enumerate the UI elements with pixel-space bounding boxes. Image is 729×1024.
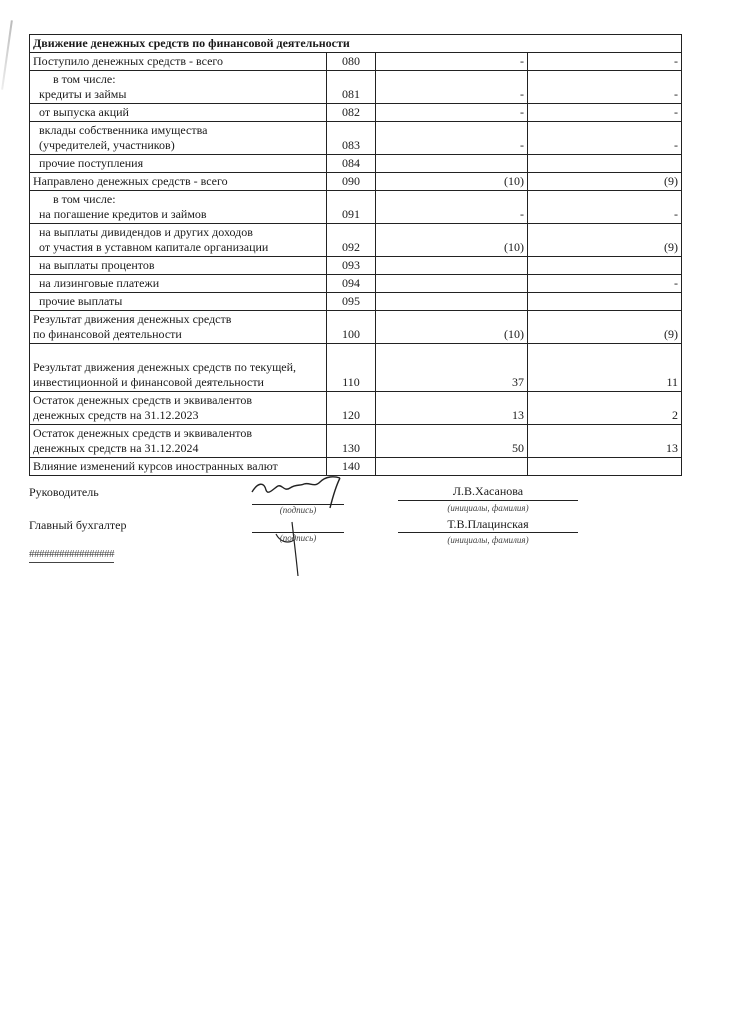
row-label-line: на лизинговые платежи	[39, 276, 160, 290]
row-code: 084	[327, 155, 376, 173]
row-label-line: денежных средств на 31.12.2023	[33, 408, 199, 422]
value-2024: -	[376, 53, 528, 71]
value-2024: (10)	[376, 224, 528, 257]
row-label-line: инвестиционной и финансовой деятельности	[33, 375, 264, 389]
value-2024: -	[376, 104, 528, 122]
value-2024: -	[376, 191, 528, 224]
row-code: 130	[327, 425, 376, 458]
row-label-line: прочие выплаты	[39, 294, 123, 308]
accountant-name: Т.В.Плацинская	[447, 517, 529, 531]
head-name-caption: (инициалы, фамилия)	[447, 503, 529, 513]
row-label-line: Результат движения денежных средств по текущей,	[33, 360, 297, 374]
value-2024: -	[376, 71, 528, 104]
row-code: 140	[327, 458, 376, 476]
footer-mark: #################	[29, 548, 114, 563]
value-2023: -	[528, 71, 682, 104]
row-label-line: Поступило денежных средств - всего	[33, 54, 224, 68]
head-signature-caption: (подпись)	[279, 505, 317, 515]
value-2023: -	[528, 53, 682, 71]
row-code: 120	[327, 392, 376, 425]
value-2023: 11	[528, 344, 682, 392]
row-label-line: на выплаты процентов	[39, 258, 155, 272]
row-code: 082	[327, 104, 376, 122]
row-label-line: от выпуска акций	[39, 105, 129, 119]
row-code: 091	[327, 191, 376, 224]
row-label-line: Результат движения денежных средств	[33, 312, 232, 326]
row-code: 100	[327, 311, 376, 344]
value-2024: 13	[376, 392, 528, 425]
value-2024: 50	[376, 425, 528, 458]
value-2023: (9)	[528, 173, 682, 191]
row-label-line: на погашение кредитов и займов	[39, 207, 207, 221]
row-code: 094	[327, 275, 376, 293]
head-name-line	[398, 500, 578, 501]
accountant-signature-caption: (подпись)	[279, 533, 317, 543]
row-code: 081	[327, 71, 376, 104]
value-2023: -	[528, 275, 682, 293]
row-code: 093	[327, 257, 376, 275]
section-title: Движение денежных средств по финансовой деятельности	[30, 35, 682, 53]
row-label-line: на выплаты дивидендов и других доходов	[39, 225, 253, 239]
value-2024: -	[376, 122, 528, 155]
value-2023: 2	[528, 392, 682, 425]
row-label-line: Остаток денежных средств и эквивалентов	[33, 426, 253, 440]
row-label-line: Направлено денежных средств - всего	[33, 174, 228, 188]
value-2023: (9)	[528, 311, 682, 344]
value-2023: 13	[528, 425, 682, 458]
row-label-line: в том числе:	[53, 72, 116, 86]
value-2024: (10)	[376, 311, 528, 344]
row-code: 110	[327, 344, 376, 392]
head-name: Л.В.Хасанова	[452, 484, 524, 498]
row-label-line: Влияние изменений курсов иностранных валют	[33, 459, 278, 473]
accountant-signature-icon	[262, 520, 322, 580]
row-label-line: Остаток денежных средств и эквивалентов	[33, 393, 253, 407]
row-label-line: кредиты и займы	[39, 87, 127, 101]
row-label-line: прочие поступления	[39, 156, 144, 170]
row-label-line: по финансовой деятельности	[33, 327, 182, 341]
row-label-line: (учредителей, участников)	[39, 138, 175, 152]
accountant-name-line	[398, 532, 578, 533]
value-2024: (10)	[376, 173, 528, 191]
accountant-name-caption: (инициалы, фамилия)	[447, 535, 529, 545]
value-2023: -	[528, 104, 682, 122]
row-code: 092	[327, 224, 376, 257]
value-2023: -	[528, 122, 682, 155]
row-code: 095	[327, 293, 376, 311]
head-label: Руководитель	[29, 485, 99, 499]
row-code: 090	[327, 173, 376, 191]
row-code: 083	[327, 122, 376, 155]
accountant-label: Главный бухгалтер	[29, 518, 127, 532]
row-label-line: вклады собственника имущества	[39, 123, 208, 137]
row-label-line: в том числе:	[53, 192, 116, 206]
row-code: 080	[327, 53, 376, 71]
row-label-line: денежных средств на 31.12.2024	[33, 441, 199, 455]
value-2023: -	[528, 191, 682, 224]
value-2023: (9)	[528, 224, 682, 257]
row-label-line: от участия в уставном капитале организации	[39, 240, 269, 254]
value-2024: 37	[376, 344, 528, 392]
